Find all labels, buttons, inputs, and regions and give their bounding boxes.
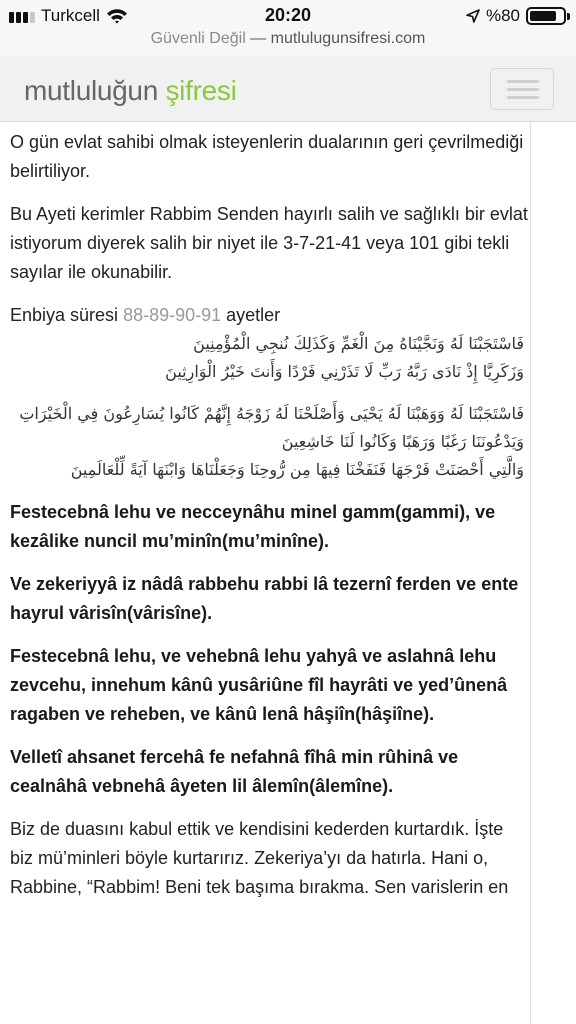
hamburger-line	[507, 96, 539, 99]
security-status: Güvenli Değil	[150, 30, 246, 47]
url-separator: —	[250, 30, 267, 47]
hamburger-menu-icon	[507, 80, 539, 83]
clock: 20:20	[264, 5, 312, 25]
arabic-verse-1: فَاسْتَجَبْنَا لَهُ وَنَجَّيْنَاهُ مِنَ الْغَمِّ وَكَذَلِكَ نُنجِي الْمُؤْمِنِينَ	[193, 334, 524, 353]
hamburger-menu-button[interactable]	[490, 68, 554, 110]
carrier-name: Turkcell	[41, 6, 100, 25]
logo-word-2: şifresi	[165, 75, 237, 106]
article-content	[0, 122, 531, 1024]
paragraph-intro: O gün evlat sahibi olmak isteyenlerin dualarının geri çevrilmediği belirtiliyor.	[10, 132, 524, 181]
transliteration-4: Velletî ahsanet fercehâ fe nefahnâ fîhâ min rûhinâ ve cealnâhâ vebnehâ âyeten lil âlemîn(âlemîne).	[10, 747, 459, 796]
sura-suffix: ayetler	[221, 305, 281, 325]
url-domain: mutlulugunsifresi.com	[270, 30, 426, 47]
status-right	[466, 6, 566, 26]
page-body	[0, 122, 576, 1024]
arabic-verse-4: وَالَّتِي أَحْصَنَتْ فَرْجَهَا فَنَفَخْنَا فِيهَا مِن رُّوحِنَا وَجَعَلْنَاهَا وَابْنَهَا آيَةً لِّلْعَالَمِينَ	[70, 460, 524, 479]
arabic-verse-3: فَاسْتَجَبْنَا لَهُ وَوَهَبْنَا لَهُ يَحْيَى وَأَصْلَحْنَا لَهُ زَوْجَهُ إِنَّهُمْ كَانُوا يُسَارِعُونَ فِي الْخَيْرَاتِ وَيَدْعُونَنَا رَغَبًا وَرَهَبًا وَكَانُوا لَنَا خَاشِعِينَ	[19, 404, 524, 451]
battery-fill	[530, 11, 556, 21]
sura-verses: 88-89-90-91	[123, 305, 222, 325]
arabic-verse-2: وَزَكَرِيَّا إِذْ نَادَى رَبَّهُ رَبِّ لَا تَذَرْنِي فَرْدًا وَأَنتَ خَيْرُ الْوَارِثِينَ	[165, 362, 524, 381]
transliteration-3: Festecebnâ lehu, ve vehebnâ lehu yahyâ ve aslahnâ lehu zevcehu, innehum kânû yusâriûne fîl hayrâti ve yed’ûnenâ ragaben ve reheben, ve kânû lenâ hâşiîn(hâşiîne).	[10, 646, 508, 724]
sura-prefix: Enbiya süresi	[10, 305, 124, 325]
transliteration-1: Festecebnâ lehu ve necceynâhu minel gamm(gammi), ve kezâlike nuncil mu’minîn(mu’minîne).	[10, 502, 496, 551]
site-header	[0, 56, 576, 122]
status-bar	[0, 0, 576, 30]
location-arrow-icon	[466, 9, 480, 23]
address-bar[interactable]	[0, 30, 576, 56]
battery-percent: %80	[485, 6, 520, 25]
hamburger-line	[507, 88, 539, 91]
sura-reference	[10, 301, 530, 330]
paragraph-translation: Biz de duasını kabul ettik ve kendisini kederden kurtardık. İşte biz mü’minleri böyle kurtarırız. Zekeriya’yı da hatırla. Hani o, Rabbine, “Rabbim! Beni tek başıma bırakma. Sen varislerin en	[10, 819, 509, 897]
battery-icon	[526, 7, 566, 25]
paragraph-usage: Bu Ayeti kerimler Rabbim Senden hayırlı salih ve sağlıklı bir evlat istiyorum diyerek salih bir niyet ile 3-7-21-41 veya 101 gibi tekli sayılar ile okunabilir.	[10, 204, 528, 282]
transliteration-2: Ve zekeriyyâ iz nâdâ rabbehu rabbi lâ tezernî ferden ve ente hayrul vârisîn(vârisîne).	[10, 574, 519, 623]
arabic-block-1	[10, 330, 530, 386]
site-logo[interactable]	[24, 75, 237, 107]
logo-word-1: mutluluğun	[24, 75, 158, 106]
arabic-block-2	[10, 400, 530, 484]
